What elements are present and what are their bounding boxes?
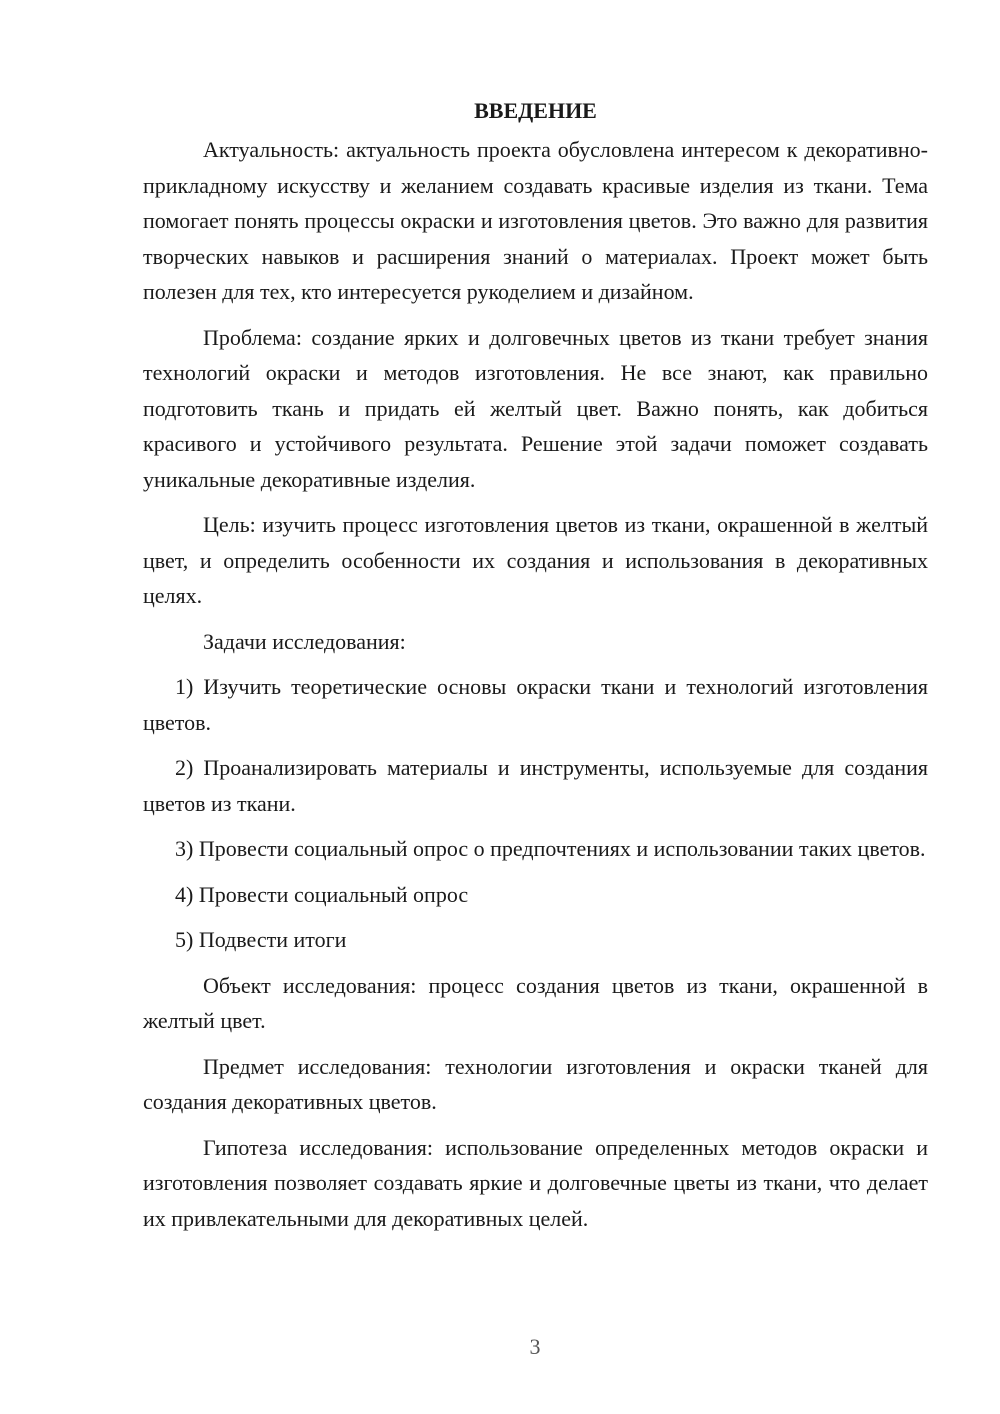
paragraph-problem: Проблема: создание ярких и долговечных цветов из ткани требует знания технологий окраски и методов изготовления. Не все знают, как правильно подготовить ткань и придать ей желтый цвет. Важно понять, как добиться красивого и устойчивого результата. Решение этой задачи поможет создавать уникальные декоративные изделия. <box>143 324 928 492</box>
paragraph-goal: Цель: изучить процесс изготовления цветов из ткани, окрашенной в желтый цвет, и определить особенности их создания и использования в декоративных целях. <box>143 512 928 608</box>
list-item-task-3: 3) Провести социальный опрос о предпочтениях и использовании таких цветов. <box>175 836 926 861</box>
paragraph-tasks-heading: Задачи исследования: <box>203 628 406 654</box>
document-page <box>143 96 928 1236</box>
paragraph-hypothesis: Гипотеза исследования: использование определенных методов окраски и изготовления позволяет создавать яркие и долговечные цветы из ткани, что делает их привлекательными для декоративных целей. <box>143 1134 928 1231</box>
list-item-task-5: 5) Подвести итоги <box>175 927 347 952</box>
paragraph-subject: Предмет исследования: технологии изготовления и окраски тканей для создания декоративных цветов. <box>143 1053 928 1114</box>
paragraph-object: Объект исследования: процесс создания цветов из ткани, окрашенной в желтый цвет. <box>143 972 928 1033</box>
document-title: ВВЕДЕНИЕ <box>474 98 597 123</box>
list-item-task-2: 2) Проанализировать материалы и инструменты, используемые для создания цветов из ткани. <box>143 755 928 816</box>
paragraph-relevance: Актуальность: актуальность проекта обусловлена интересом к декоративно-прикладному искусству и желанием создавать красивые изделия из ткани. Тема помогает понять процессы окраски и изготовления цветов. Это важно для развития творческих навыков и расширения знаний о материалах. Проект может быть полезен для тех, кто интересуется рукоделием и дизайном. <box>143 137 928 304</box>
page-number: 3 <box>529 1334 541 1359</box>
list-item-task-1: 1) Изучить теоретические основы окраски ткани и технологий изготовления цветов. <box>143 674 928 735</box>
list-item-task-4: 4) Провести социальный опрос <box>175 881 469 907</box>
